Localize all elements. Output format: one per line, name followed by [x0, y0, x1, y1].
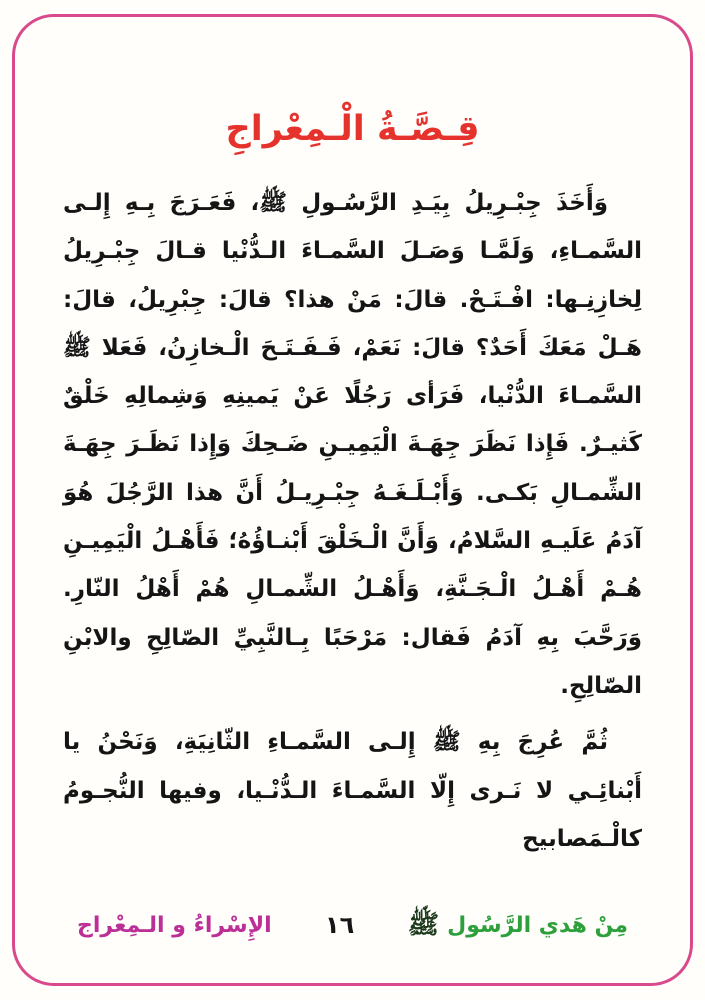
footer-chapter-title: الإِسْراءُ و الـمِعْراج: [77, 912, 272, 938]
page-footer: [15, 911, 690, 939]
prophet-honorific-icon: ﷺ: [407, 910, 440, 940]
footer-series-title-group: [408, 912, 628, 938]
page-number: ١٦: [325, 911, 355, 939]
page-content: [15, 17, 690, 863]
footer-series-title: مِنْ هَدي الرَّسُول: [447, 912, 628, 938]
story-paragraph-1: وَأَخَذَ جِبْـرِيلُ بِيَـدِ الرَّسُـولِ ﷺ، فَعَـرَجَ بِـهِ إِلـى السَّمـاءِ، وَلَمَّـا وَصَـلَ السَّمـاءَ الـدُّنْيا قـالَ جِبْـرِيلُ لِخازِنِـها: افْـتَـحْ. قالَ: مَنْ هذا؟ قالَ: جِبْرِيلُ، قالَ: هَـلْ مَعَكَ أَحَدٌ؟ قالَ: نَعَمْ، فَـفَـتَـحَ الْـخازِنُ، فَعَلا ﷺ السَّمـاءَ الدُّنْيا، فَرَأى رَجُلًا عَنْ يَمينِهِ وَشِمالِهِ خَلْقٌ كَثيـرٌ. فَإِذا نَظَرَ جِهَـةَ الْيَمِيـنِ ضَـحِكَ وَإِذا نَظَـرَ جِهَـةَ الشِّمـالِ بَكـى. وَأَبْـلَـغَـهُ جِبْـرِيـلُ أَنَّ هذا الرَّجُلَ هُوَ آدَمُ عَلَيـهِ السَّلامُ، وَأَنَّ الْـخَلْقَ أَبْنـاؤُهُ؛ فَأَهْـلُ الْيَمِيـنِ هُـمْ أَهْـلُ الْـجَـنَّةِ، وَأَهْـلُ الشِّمـالِ هُمْ أَهْلُ النّارِ. وَرَحَّبَ بِهِ آدَمُ فَقال: مَرْحَبًا بِـالنَّبِيِّ الصّالِحِ والابْنِ الصّالِحِ.: [63, 190, 642, 699]
page-border-frame: [12, 14, 693, 986]
page-title: قِـصَّـةُ الْـمِعْراجِ: [225, 109, 480, 149]
story-paragraph-2: ثُمَّ عُرِجَ بِهِ ﷺ إِلـى السَّمـاءِ الثّانِيَةِ، وَنَحْنُ يا أَبْنائِـي لا نَـرى إِلّا السَّمـاءَ الـدُّنْـيا، وفيها النُّجـومُ كالْـمَصابيح: [63, 729, 642, 852]
